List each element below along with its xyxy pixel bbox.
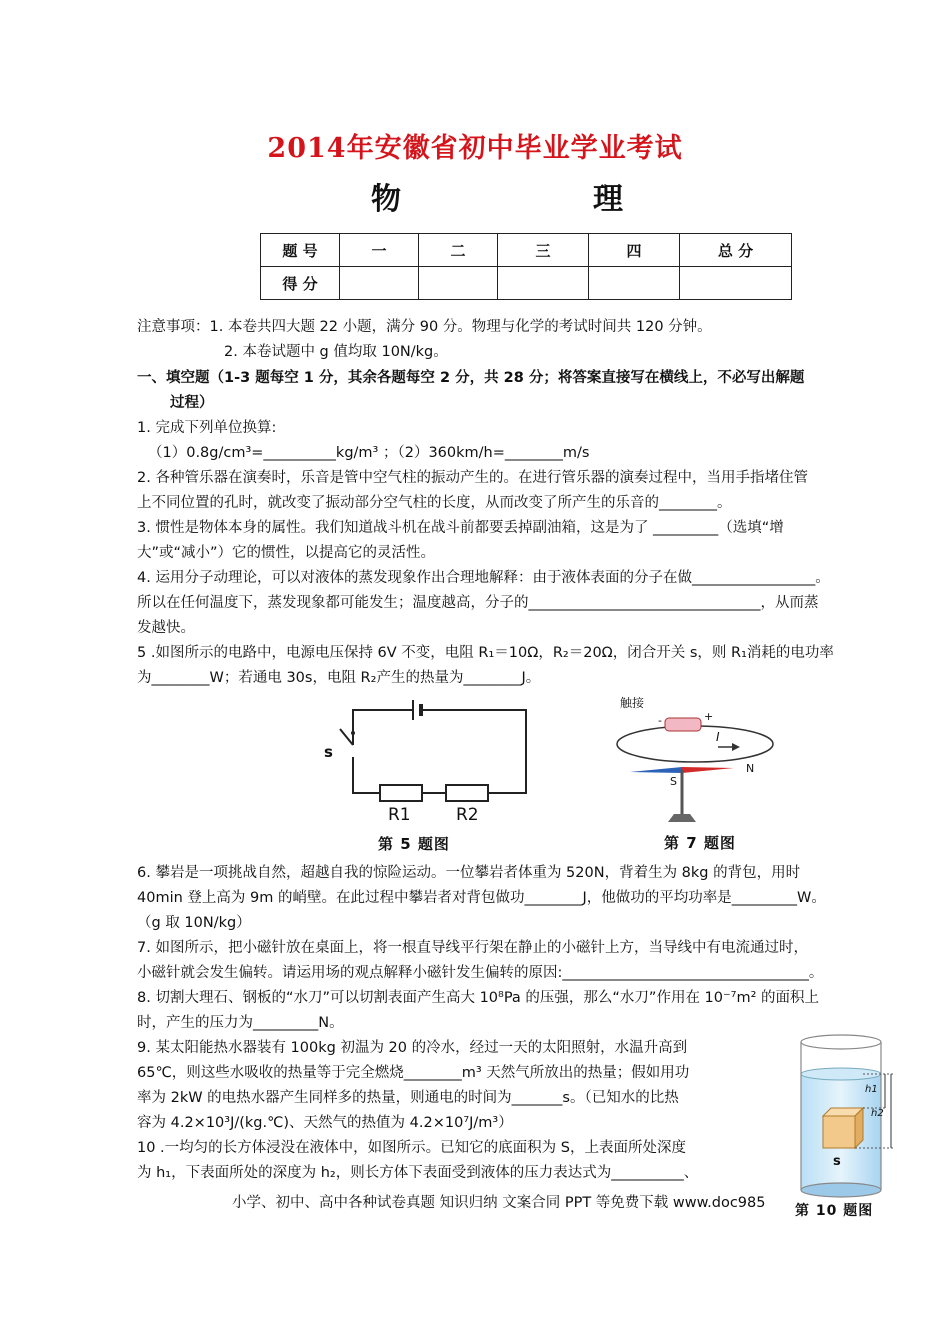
- note-2: 2. 本卷试题中 g 值均取 10N/kg。: [224, 344, 448, 360]
- question-3: 3. 惯性是物体本身的属性。我们知道战斗机在战斗前都要丢掉副油箱，这是为了 _________（选填“增: [137, 520, 784, 536]
- question-8-cont: 时，产生的压力为_________N。: [137, 1015, 344, 1031]
- plus-label: +: [704, 710, 714, 723]
- question-4-cont: 所以在任何温度下，蒸发现象都可能发生；温度越高，分子的________________________________，从而蒸: [137, 595, 819, 611]
- question-1-items: （1）0.8g/cm³=__________kg/m³ ；（2）360km/h=________m/s: [148, 445, 590, 461]
- figure-7-caption: 第 7 题图: [664, 834, 736, 852]
- figure-7-magnet: [610, 692, 790, 857]
- switch-pivot: [351, 731, 355, 735]
- question-10: 10 .一均匀的长方体浸没在液体中，如图所示。已知它的底面积为 S，上表面所处深度: [137, 1140, 686, 1156]
- question-2-cont: 上不同位置的孔时，就改变了振动部分空气柱的长度，从而改变了所产生的乐音的________。: [137, 495, 732, 511]
- table-cell: 一: [340, 234, 419, 267]
- question-7: 7. 如图所示，把小磁针放在桌面上，将一根直导线平行架在静止的小磁针上方，当导线中有电流通过时，: [137, 940, 808, 956]
- question-5-cont: 为________W；若通电 30s，电阻 R₂产生的热量为________J。: [137, 670, 541, 686]
- question-1: 1. 完成下列单位换算:: [137, 420, 277, 436]
- question-6: 6. 攀岩是一项挑战自然，超越自我的惊险运动。一位攀岩者体重为 520N，背着生为 8kg 的背包，用时: [137, 865, 801, 881]
- question-6-cont: 40min 登上高为 9m 的峭壁。在此过程中攀岩者对背包做功________J，他做功的平均功率是_________W。: [137, 890, 826, 906]
- south-label: S: [670, 775, 677, 788]
- h1-label: h1: [865, 1084, 878, 1095]
- subject-title: 物 理: [371, 182, 667, 217]
- section-heading-cont: 过程）: [170, 395, 214, 411]
- figure-5-caption: 第 5 题图: [378, 835, 450, 853]
- note-1: 注意事项：1. 本卷共四大题 22 小题，满分 90 分。物理与化学的考试时间共 120 分钟。: [137, 319, 712, 335]
- question-5: 5 .如图所示的电路中，电源电压保持 6V 不变，电阻 R₁＝10Ω，R₂＝20Ω，闭合开关 s，则 R₁消耗的电功率: [137, 645, 834, 661]
- question-2: 2. 各种管乐器在演奏时，乐音是管中空气柱的振动产生的。在进行管乐器的演奏过程中，当用手指堵住管: [137, 470, 808, 486]
- table-cell: 四: [589, 234, 680, 267]
- minus-label: -: [658, 714, 662, 727]
- question-3-cont: 大”或“减小”）它的惯性，以提高它的灵活性。: [137, 545, 436, 561]
- table-cell: [589, 267, 680, 300]
- question-4: 4. 运用分子动理论，可以对液体的蒸发现象作出合理地解释：由于液体表面的分子在做_________________。: [137, 570, 830, 586]
- score-table: [260, 233, 792, 300]
- question-9: 9. 某太阳能热水器装有 100kg 初温为 20 的冷水，经过一天的太阳照射，水温升高到: [137, 1040, 688, 1056]
- figure-10-caption: 第 10 题图: [795, 1203, 874, 1219]
- h2-label: h2: [871, 1108, 884, 1119]
- question-9-cont: 65℃，则这些水吸收的热量等于完全燃烧________m³ 天然气所放出的热量；假如用功: [137, 1065, 690, 1081]
- table-cell: 三: [498, 234, 589, 267]
- table-cell: [680, 267, 792, 300]
- switch-label: s: [324, 743, 333, 761]
- question-4-cont2: 发越快。: [137, 620, 195, 636]
- circuit-diagram: [318, 695, 548, 855]
- table-cell: [498, 267, 589, 300]
- touch-label: 触接: [620, 696, 645, 710]
- area-label: s: [833, 1154, 841, 1169]
- question-9-cont2: 率为 2kW 的电热水器产生同样多的热量，则通电的时间为_______s。（已知水的比热: [137, 1090, 679, 1106]
- question-9-cont3: 容为 4.2×10³J/(kg.℃)、天然气的热值为 4.2×10⁷J/m³）: [137, 1115, 513, 1131]
- needle-north: [682, 767, 734, 773]
- north-label: N: [746, 762, 755, 775]
- exam-title: 2014年安徽省初中毕业学业考试: [267, 133, 683, 164]
- oersted-diagram: [610, 692, 790, 832]
- score-table-header-row: [261, 234, 792, 267]
- section-heading: 一、填空题（1-3 题每空 1 分，其余各题每空 2 分，共 28 分；将答案直接写在横线上，不必写出解题: [137, 370, 805, 386]
- question-7-cont: 小磁针就会发生偏转。请运用场的观点解释小磁针发生偏转的原因:__________________________________。: [137, 965, 824, 981]
- needle-south: [630, 767, 682, 773]
- table-cell: [340, 267, 419, 300]
- block: [823, 1116, 855, 1148]
- score-table-score-row: [261, 267, 792, 300]
- resistor-2-label: R2: [456, 805, 479, 825]
- footer-text: 小学、初中、高中各种试卷真题 知识归纳 文案合同 PPT 等免费下载 www.doc985: [232, 1195, 766, 1211]
- current-label: I: [716, 730, 720, 744]
- question-8: 8. 切割大理石、钢板的“水刀”可以切割表面产生高大 10⁸Pa 的压强，那么“水刀”作用在 10⁻⁷m² 的面积上: [137, 990, 820, 1006]
- figure-5-circuit: [318, 695, 548, 855]
- table-cell: 题 号: [261, 234, 340, 267]
- question-10-cont: 为 h₁，下表面所处的深度为 h₂，则长方体下表面受到液体的压力表达式为__________、: [137, 1165, 699, 1181]
- figure-10-beaker: [795, 1030, 895, 1225]
- table-cell: 总 分: [680, 234, 792, 267]
- table-cell: [419, 267, 498, 300]
- battery-icon: [665, 718, 701, 731]
- question-6-cont2: （g 取 10N/kg）: [137, 915, 251, 931]
- table-cell: 二: [419, 234, 498, 267]
- resistor-1-label: R1: [388, 805, 411, 825]
- table-cell: 得 分: [261, 267, 340, 300]
